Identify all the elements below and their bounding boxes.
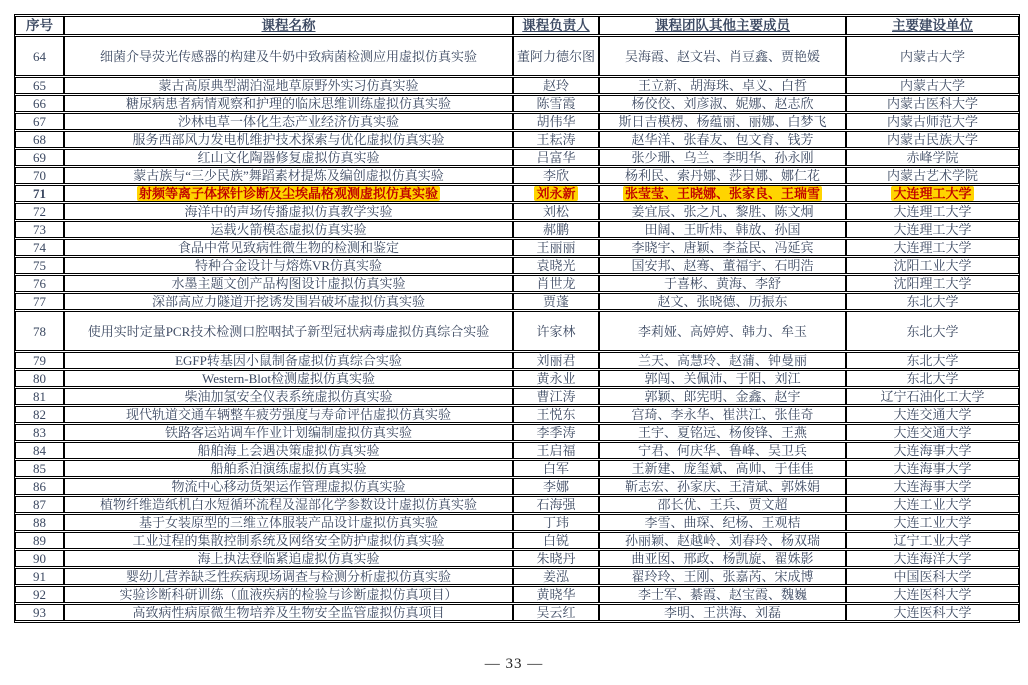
cell-team-members: 郭颖、郎宪明、金鑫、赵宇 [599,388,846,405]
table-row [15,550,1019,567]
cell-team-members: 国安邦、赵骞、董福宇、石明浩 [599,257,846,274]
cell-no: 72 [15,203,64,220]
cell-leader: 郝鹏 [513,221,599,238]
cell-course-name: 工业过程的集散控制系统及网络安全防护虚拟仿真实验 [64,532,513,549]
cell-unit: 大连理工大学 [846,203,1019,220]
table-row [15,311,1019,351]
cell-course-name: 沙林电草一体化生态产业经济仿真实验 [64,113,513,130]
table-row [15,532,1019,549]
table-row [15,221,1019,238]
table-row [15,568,1019,585]
course-table [14,14,1020,623]
cell-course-name: 婴幼儿营养缺乏性疾病现场调查与检测分析虚拟仿真实验 [64,568,513,585]
cell-course-name: 柴油加氢安全仪表系统虚拟仿真实验 [64,388,513,405]
cell-course-name: 船舶海上会遇决策虚拟仿真实验 [64,442,513,459]
cell-leader: 董阿力德尔图 [513,36,599,76]
cell-no: 88 [15,514,64,531]
cell-leader: 贾蓬 [513,293,599,310]
col-header-label: 课程名称 [261,18,316,33]
table-row [15,460,1019,477]
table-row [15,257,1019,274]
cell-team-members: 翟玲玲、王刚、张嘉芮、宋成博 [599,568,846,585]
table-row [15,36,1019,76]
cell-course-name: 海洋中的声场传播虚拟仿真教学实验 [64,203,513,220]
cell-no: 73 [15,221,64,238]
cell-leader: 王启福 [513,442,599,459]
cell-team-members: 杨利民、索丹娜、莎日娜、娜仁花 [599,167,846,184]
cell-team-members: 李士军、綦霞、赵宝霞、魏巍 [599,586,846,603]
cell-leader: 丁玮 [513,514,599,531]
cell-leader: 袁晓光 [513,257,599,274]
cell-team-members: 王新建、庞玺斌、高帅、于佳佳 [599,460,846,477]
cell-no: 87 [15,496,64,513]
cell-course-name: 深部高应力隧道开挖诱发围岩破坏虚拟仿真实验 [64,293,513,310]
cell-leader: 吕富华 [513,149,599,166]
table-row [15,95,1019,112]
cell-leader: 石海强 [513,496,599,513]
cell-leader: 李季涛 [513,424,599,441]
cell-unit: 沈阳理工大学 [846,275,1019,292]
table-row [15,370,1019,387]
cell-unit: 中国医科大学 [846,568,1019,585]
cell-no: 65 [15,77,64,94]
cell-no: 83 [15,424,64,441]
cell-course-name: 特种合金设计与熔炼VR仿真实验 [64,257,513,274]
col-header-leader [513,16,599,35]
cell-leader: 黄晓华 [513,586,599,603]
cell-unit: 内蒙古大学 [846,36,1019,76]
cell-leader: 王耘涛 [513,131,599,148]
cell-no: 70 [15,167,64,184]
table-row [15,131,1019,148]
table-row [15,604,1019,621]
table-row [15,167,1019,184]
cell-no: 79 [15,352,64,369]
cell-team-members: 宁君、何庆华、鲁峰、吴卫兵 [599,442,846,459]
cell-leader [513,185,599,202]
cell-unit: 内蒙古艺术学院 [846,167,1019,184]
col-header-label: 课程团队其他主要成员 [655,18,790,33]
cell-no: 84 [15,442,64,459]
cell-no: 68 [15,131,64,148]
cell-unit: 大连医科大学 [846,586,1019,603]
table-header-row [15,16,1019,35]
table-row [15,275,1019,292]
cell-team-members: 李明、王洪海、刘磊 [599,604,846,621]
highlighted-text: 刘永新 [536,186,576,201]
cell-course-name: 基于女装原型的三维立体服装产品设计虚拟仿真实验 [64,514,513,531]
cell-leader: 曹江涛 [513,388,599,405]
cell-unit: 东北大学 [846,370,1019,387]
table-row [15,293,1019,310]
cell-team-members: 赵华洋、张春友、包文育、钱芳 [599,131,846,148]
cell-leader: 白军 [513,460,599,477]
cell-leader: 许家林 [513,311,599,351]
cell-team-members: 兰天、高慧玲、赵蒲、钟曼丽 [599,352,846,369]
cell-unit: 辽宁工业大学 [846,532,1019,549]
table-row [15,406,1019,423]
table-row [15,442,1019,459]
cell-leader: 李欣 [513,167,599,184]
cell-team-members: 曲亚囡、邢政、杨凯旋、翟姝影 [599,550,846,567]
col-header-label: 课程负责人 [522,18,590,33]
cell-unit: 赤峰学院 [846,149,1019,166]
cell-course-name: 实验诊断科研训练（血液疾病的检验与诊断虚拟仿真项目） [64,586,513,603]
cell-leader: 王丽丽 [513,239,599,256]
table-row [15,77,1019,94]
cell-no: 93 [15,604,64,621]
cell-team-members: 宫琦、李永华、崔洪江、张佳奇 [599,406,846,423]
cell-course-name: 铁路客运站调车作业计划编制虚拟仿真实验 [64,424,513,441]
highlighted-text: 张莹莹、王晓娜、张家良、王瑞雪 [624,186,820,201]
table-row [15,424,1019,441]
table-row [15,586,1019,603]
cell-no: 82 [15,406,64,423]
table-row [15,203,1019,220]
cell-leader: 肖世龙 [513,275,599,292]
cell-course-name [64,185,513,202]
cell-leader: 李娜 [513,478,599,495]
col-header-course-name [64,16,513,35]
cell-no: 76 [15,275,64,292]
cell-team-members: 杨佼佼、刘彦淑、妮娜、赵志欣 [599,95,846,112]
cell-team-members: 姜宜辰、张之凡、黎胜、陈文炯 [599,203,846,220]
cell-team-members: 孙丽颖、赵越岭、刘春玲、杨双瑞 [599,532,846,549]
cell-team-members: 田阔、王昕炜、韩放、孙国 [599,221,846,238]
table-row [15,239,1019,256]
table-row [15,149,1019,166]
cell-course-name: 水墨主题文创产品构图设计虚拟仿真实验 [64,275,513,292]
cell-no: 67 [15,113,64,130]
cell-course-name: 糖尿病患者病情观察和护理的临床思维训练虚拟仿真实验 [64,95,513,112]
cell-unit: 东北大学 [846,293,1019,310]
cell-unit: 沈阳工业大学 [846,257,1019,274]
cell-unit: 大连理工大学 [846,239,1019,256]
cell-team-members: 吴海霞、赵文岩、肖豆鑫、贾艳媛 [599,36,846,76]
cell-no: 80 [15,370,64,387]
cell-leader: 赵玲 [513,77,599,94]
cell-no: 77 [15,293,64,310]
cell-leader: 刘丽君 [513,352,599,369]
cell-course-name: 运载火箭模态虚拟仿真实验 [64,221,513,238]
table-row [15,496,1019,513]
cell-no: 89 [15,532,64,549]
table-row [15,113,1019,130]
cell-course-name: 红山文化陶器修复虚拟仿真实验 [64,149,513,166]
cell-unit: 内蒙古师范大学 [846,113,1019,130]
cell-leader: 姜泓 [513,568,599,585]
cell-course-name: 物流中心移动货架运作管理虚拟仿真实验 [64,478,513,495]
cell-no: 74 [15,239,64,256]
cell-unit: 大连工业大学 [846,514,1019,531]
cell-leader: 胡伟华 [513,113,599,130]
col-header-unit [846,16,1019,35]
col-header-label: 主要建设单位 [892,18,973,33]
cell-unit: 内蒙古民族大学 [846,131,1019,148]
page-number: — 33 — [484,656,544,672]
cell-unit: 大连工业大学 [846,496,1019,513]
cell-leader: 王悦东 [513,406,599,423]
table-row [15,514,1019,531]
cell-leader: 陈雪霞 [513,95,599,112]
cell-unit: 大连理工大学 [846,221,1019,238]
cell-team-members: 郭闯、关佩沛、于阳、刘江 [599,370,846,387]
cell-course-name: 食品中常见致病性微生物的检测和鉴定 [64,239,513,256]
cell-team-members: 李莉娅、高婷婷、韩力、牟玉 [599,311,846,351]
cell-team-members: 斯日吉模楞、杨蕴丽、丽娜、白梦飞 [599,113,846,130]
cell-no: 91 [15,568,64,585]
highlighted-text: 射频等离子体探针诊断及尘埃晶格观测虚拟仿真实验 [138,186,438,201]
cell-unit: 内蒙古医科大学 [846,95,1019,112]
table-row [15,478,1019,495]
cell-course-name: 使用实时定量PCR技术检测口腔咽拭子新型冠状病毒虚拟仿真综合实验 [64,311,513,351]
cell-no: 86 [15,478,64,495]
cell-no: 69 [15,149,64,166]
table-row [15,185,1019,202]
cell-course-name: 现代轨道交通车辆整车疲劳强度与寿命评估虚拟仿真实验 [64,406,513,423]
cell-unit: 大连海事大学 [846,460,1019,477]
highlighted-text: 大连理工大学 [893,186,972,201]
cell-course-name: 植物纤维造纸机白水短循环流程及湿部化学参数设计虚拟仿真实验 [64,496,513,513]
cell-no: 92 [15,586,64,603]
cell-team-members: 赵文、张晓德、历振东 [599,293,846,310]
col-header-team-members [599,16,846,35]
cell-team-members: 王宇、夏铭远、杨俊锋、王燕 [599,424,846,441]
cell-unit: 辽宁石油化工大学 [846,388,1019,405]
cell-team-members: 李晓宇、唐颖、李益民、冯延宾 [599,239,846,256]
table-row [15,352,1019,369]
cell-unit: 东北大学 [846,352,1019,369]
cell-no: 66 [15,95,64,112]
cell-course-name: 蒙古族与“三少民族”舞蹈素材提炼及编创虚拟仿真实验 [64,167,513,184]
cell-leader: 朱晓丹 [513,550,599,567]
cell-leader: 吴云红 [513,604,599,621]
cell-no: 71 [15,185,64,202]
cell-course-name: 细菌介导荧光传感器的构建及牛奶中致病菌检测应用虚拟仿真实验 [64,36,513,76]
cell-unit: 内蒙古大学 [846,77,1019,94]
cell-no: 90 [15,550,64,567]
cell-no: 75 [15,257,64,274]
cell-no: 64 [15,36,64,76]
cell-unit: 东北大学 [846,311,1019,351]
cell-unit: 大连海事大学 [846,442,1019,459]
cell-unit: 大连医科大学 [846,604,1019,621]
cell-leader: 刘松 [513,203,599,220]
cell-course-name: EGFP转基因小鼠制备虚拟仿真综合实验 [64,352,513,369]
cell-team-members: 靳志宏、孙家庆、王清斌、郭姝娟 [599,478,846,495]
cell-no: 81 [15,388,64,405]
cell-unit: 大连交通大学 [846,424,1019,441]
cell-course-name: Western-Blot检测虚拟仿真实验 [64,370,513,387]
cell-course-name: 海上执法登临紧追虚拟仿真实验 [64,550,513,567]
cell-team-members: 王立新、胡海珠、卓义、白哲 [599,77,846,94]
cell-unit [846,185,1019,202]
cell-team-members: 邵长优、王兵、贾文超 [599,496,846,513]
cell-unit: 大连交通大学 [846,406,1019,423]
cell-team-members [599,185,846,202]
col-header-label: 序号 [26,18,53,33]
col-header-no [15,16,64,35]
cell-course-name: 船舶系泊演练虚拟仿真实验 [64,460,513,477]
cell-leader: 白锐 [513,532,599,549]
cell-unit: 大连海事大学 [846,478,1019,495]
cell-no: 78 [15,311,64,351]
cell-team-members: 于喜彬、黄海、李舒 [599,275,846,292]
cell-course-name: 高致病性病原微生物培养及生物安全监管虚拟仿真项目 [64,604,513,621]
cell-leader: 黄永业 [513,370,599,387]
cell-team-members: 张少珊、乌兰、李明华、孙永刚 [599,149,846,166]
cell-course-name: 服务西部风力发电机维护技术探索与优化虚拟仿真实验 [64,131,513,148]
cell-team-members: 李雪、曲琛、纪杨、王观桔 [599,514,846,531]
table-row [15,388,1019,405]
cell-unit: 大连海洋大学 [846,550,1019,567]
cell-no: 85 [15,460,64,477]
cell-course-name: 蒙古高原典型湖泊湿地草原野外实习仿真实验 [64,77,513,94]
